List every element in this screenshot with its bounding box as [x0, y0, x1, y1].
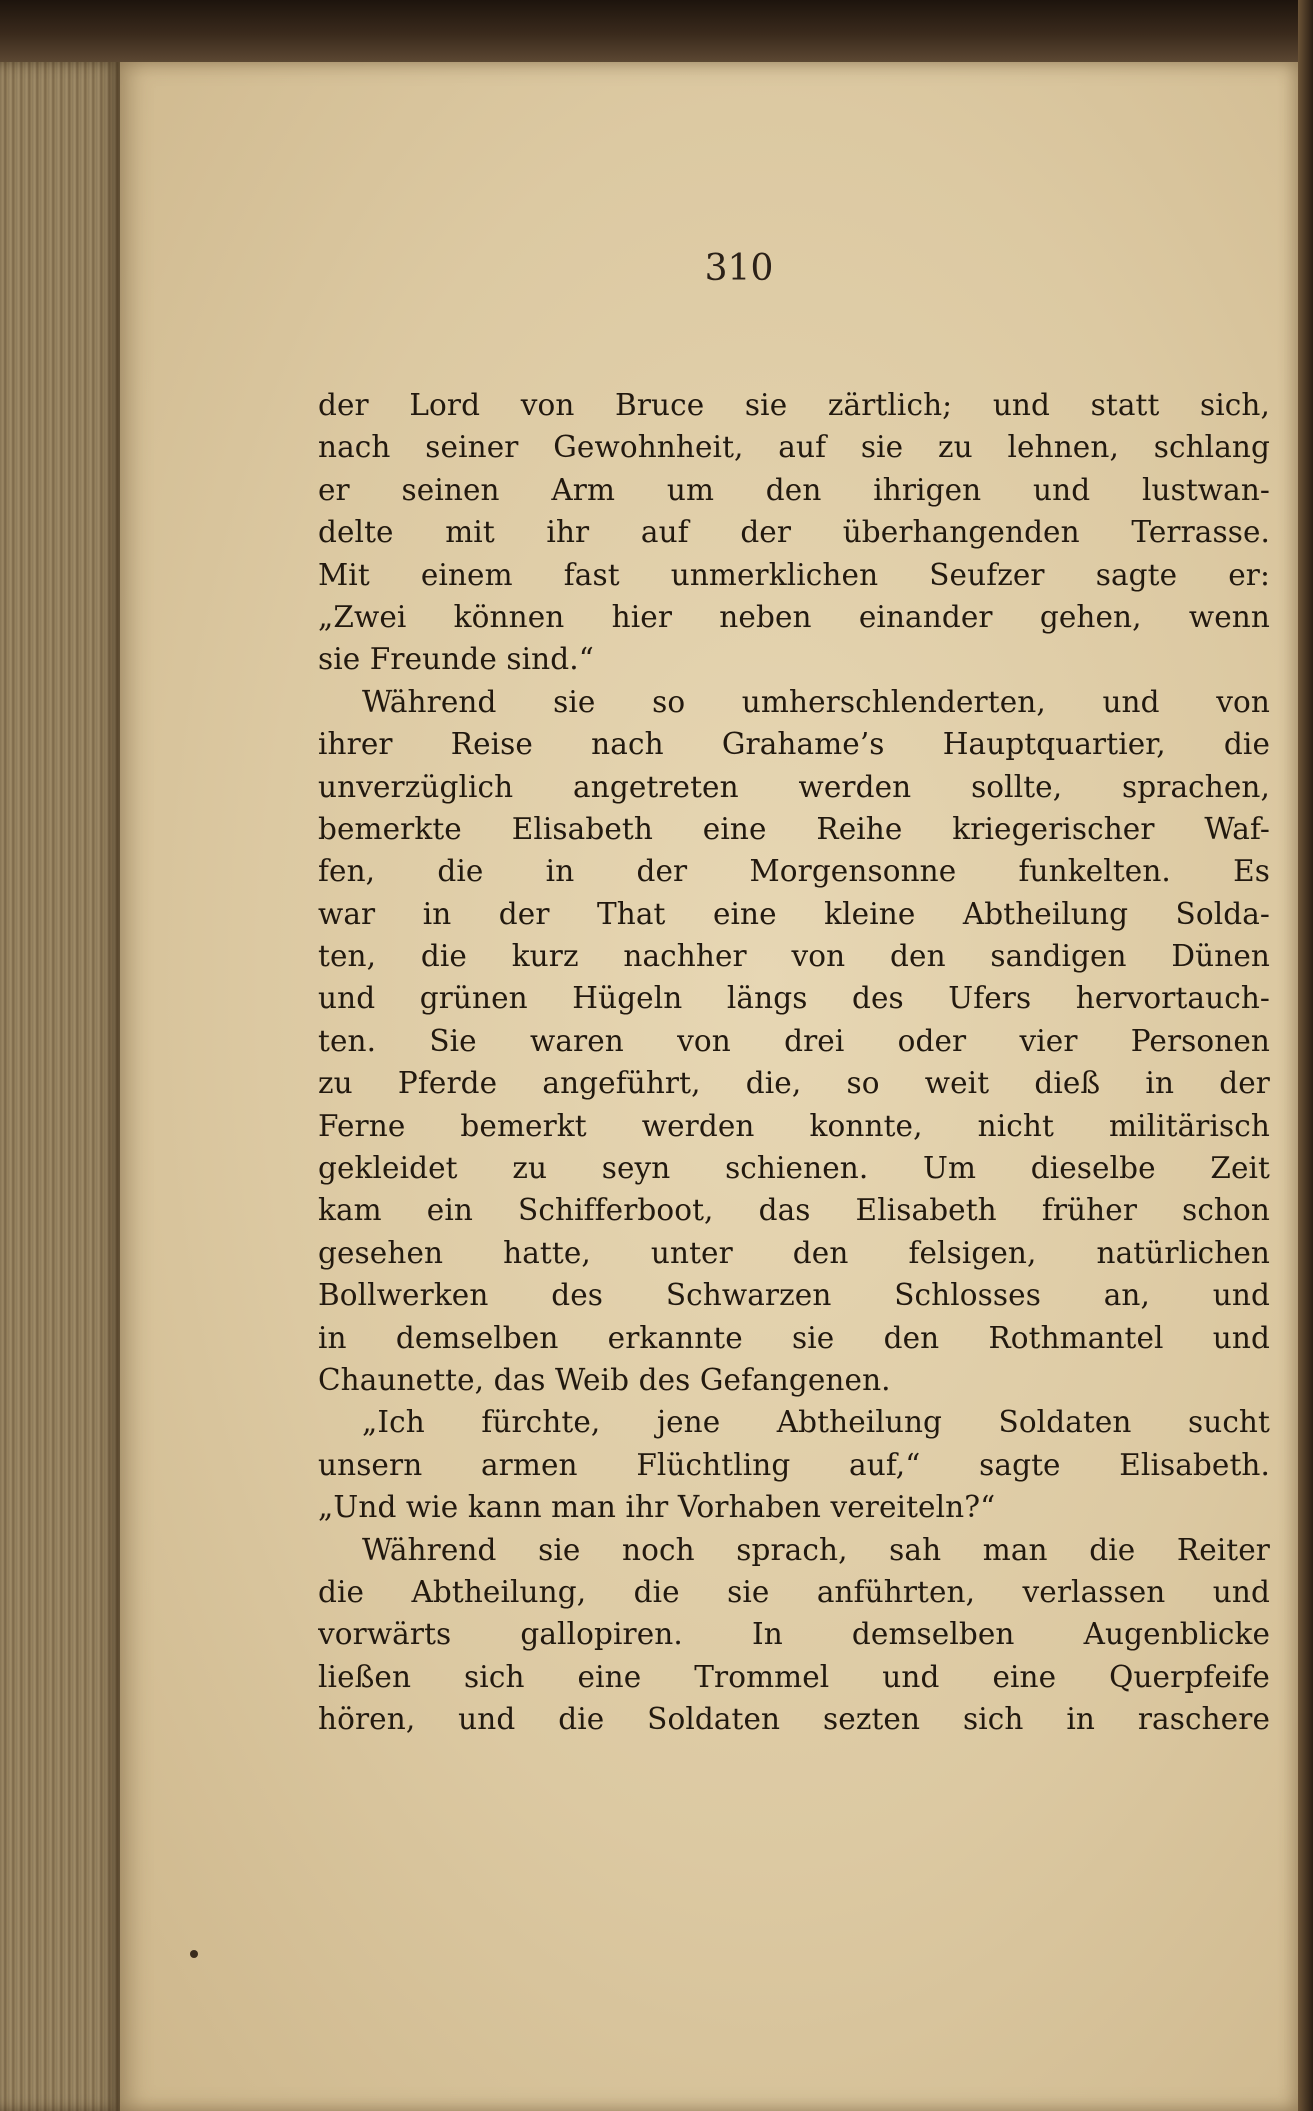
book-page [120, 62, 1298, 2111]
text-line: bemerkte Elisabeth eine Reihe kriegerischer Waf- [318, 811, 1270, 846]
page-number: 310 [704, 248, 774, 289]
text-line: der Lord von Bruce sie zärtlich; und statt sich, [318, 388, 1270, 422]
ink-speck [190, 1950, 198, 1958]
text-line: gekleidet zu seyn schienen. Um dieselbe Zeit [318, 1151, 1270, 1186]
text-line: Während sie noch sprach, sah man die Reiter [362, 1532, 1270, 1567]
text-line: Bollwerken des Schwarzen Schlosses an, und [318, 1278, 1270, 1313]
text-line: Während sie so umherschlenderten, und von [362, 684, 1270, 719]
text-line: unsern armen Flüchtling auf,“ sagte Elisabeth. [318, 1447, 1270, 1482]
book-right-edge [1298, 0, 1313, 2111]
text-line: fen, die in der Morgensonne funkelten. Es [318, 854, 1270, 889]
text-line: Ferne bemerkt werden konnte, nicht militärisch [318, 1108, 1270, 1143]
text-line: nach seiner Gewohnheit, auf sie zu lehnen, schlang [318, 430, 1270, 465]
text-line: vorwärts gallopiren. In demselben Augenblicke [318, 1617, 1270, 1652]
text-line: „Und wie kann man ihr Vorhaben vereiteln?“ [318, 1490, 996, 1525]
text-line: ten. Sie waren von drei oder vier Personen [318, 1023, 1270, 1058]
text-line: „Ich fürchte, jene Abtheilung Soldaten sucht [362, 1405, 1270, 1440]
text-line: ten, die kurz nachher von den sandigen Dünen [318, 939, 1270, 974]
text-line: er seinen Arm um den ihrigen und lustwan- [318, 472, 1270, 507]
text-line: ihrer Reise nach Grahame’s Hauptquartier, die [318, 727, 1270, 762]
text-line: die Abtheilung, die sie anführten, verlassen und [318, 1574, 1270, 1609]
page-stack-edge [0, 62, 120, 2111]
text-line: sie Freunde sind.“ [318, 642, 594, 677]
text-line: hören, und die Soldaten sezten sich in raschere [318, 1702, 1270, 1737]
body-text [318, 384, 1270, 1741]
text-line: zu Pferde angeführt, die, so weit dieß in der [318, 1066, 1270, 1101]
text-line: „Zwei können hier neben einander gehen, wenn [318, 599, 1270, 634]
text-line: ließen sich eine Trommel und eine Querpfeife [318, 1659, 1270, 1694]
text-line: gesehen hatte, unter den felsigen, natürlichen [318, 1235, 1270, 1270]
text-line: war in der That eine kleine Abtheilung Solda- [318, 896, 1270, 931]
text-line: unverzüglich angetreten werden sollte, sprachen, [318, 769, 1270, 804]
text-line: Mit einem fast unmerklichen Seufzer sagte er: [318, 557, 1270, 592]
book-top-edge [0, 0, 1313, 62]
text-line: delte mit ihr auf der überhangenden Terrasse. [318, 515, 1270, 550]
text-line: in demselben erkannte sie den Rothmantel und [318, 1320, 1270, 1355]
text-line: kam ein Schifferboot, das Elisabeth früher schon [318, 1193, 1270, 1228]
text-line: und grünen Hügeln längs des Ufers hervortauch- [318, 981, 1270, 1016]
text-line: Chaunette, das Weib des Gefangenen. [318, 1362, 891, 1397]
